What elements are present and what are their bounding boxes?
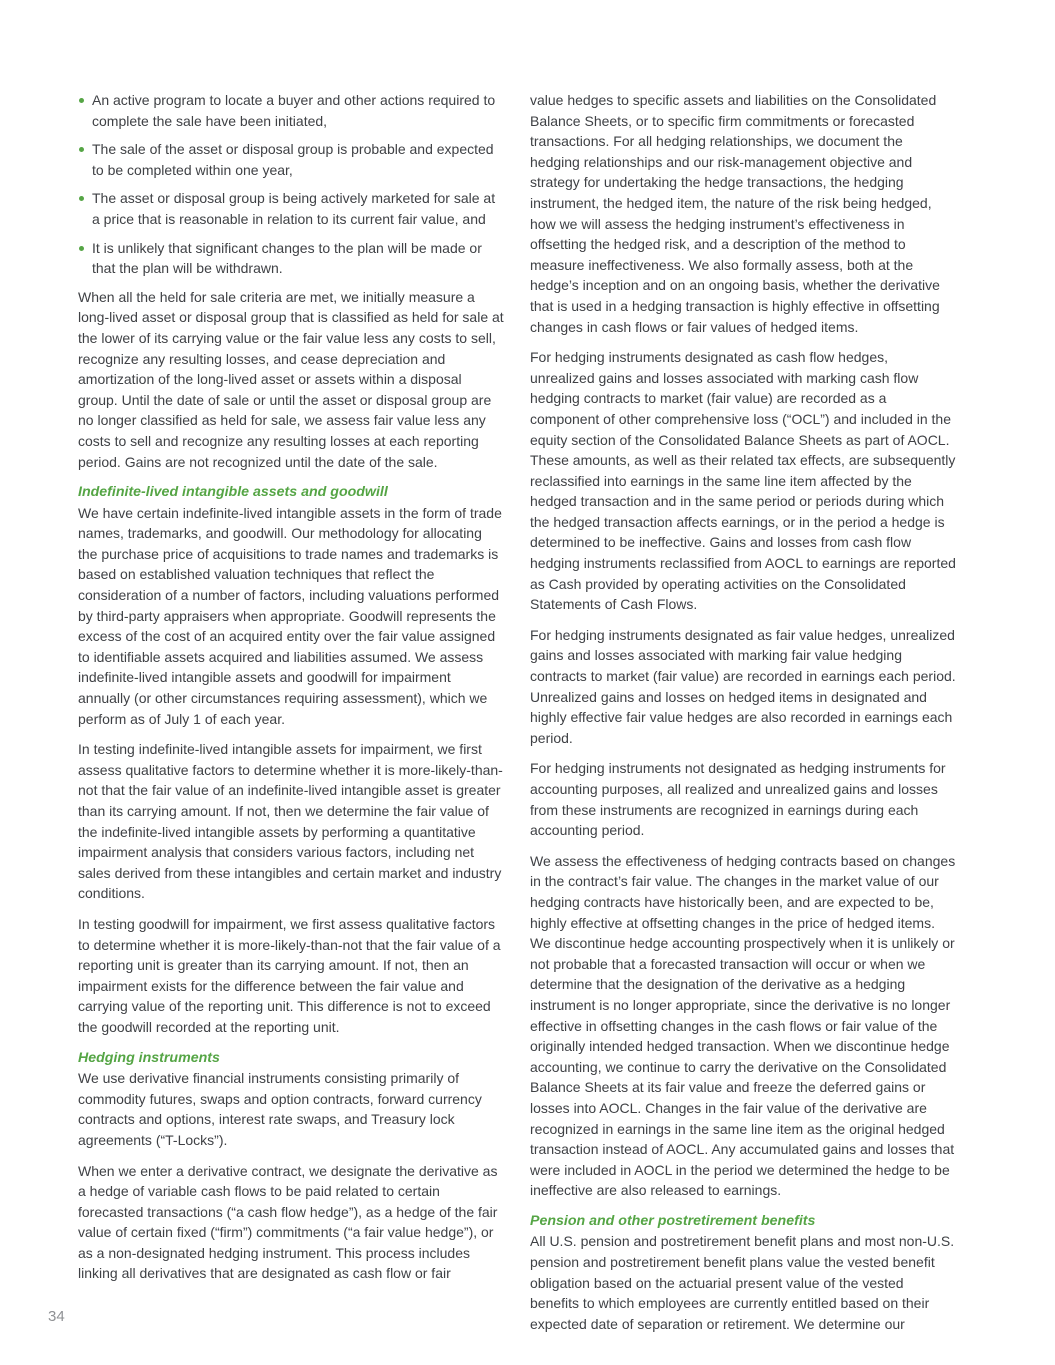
bullet-text: The sale of the asset or disposal group is probable and expected to be completed within one year,: [92, 141, 494, 178]
paragraph-fair-value-hedges: For hedging instruments designated as fair value hedges, unrealized gains and losses associated with marking fair value hedging contracts to market (fair value) are recorded in earnings each period. Unrealized gains and losses on hedged items in designated and highly effective fair value hedges are also recorded in earnings each period.: [530, 626, 956, 746]
paragraph-intangibles-impairment-testing: In testing indefinite-lived intangible assets for impairment, we first assess qualitative factors to determine whether it is more-likely-than-not that the fair value of an indefinite-lived intangible asset is greater than its carrying amount. If not, then we determine the fair value of the indefinite-lived intangible assets by performing a quantitative impairment analysis that considers various factors, including net sales derived from these intangibles and certain market and industry conditions.: [78, 741, 503, 902]
paragraph-pension-benefits: All U.S. pension and postretirement benefit plans and most non-U.S. pension and postretirement benefit plans value the vested benefit obligation based on the actuarial present value of the vested benefits to which employees are currently entitled based on their expected date of separation or retirement. We determine our: [530, 1233, 955, 1332]
paragraph-held-for-sale: When all the held for sale criteria are met, we initially measure a long-lived asset or disposal group that is classified as held for sale at the lower of its carrying value or the fair value less any costs to sell, recognize any resulting losses, and cease depreciation and amortization of the long-lived asset or assets within a disposal group. Until the date of sale or until the asset or disposal group are no longer classified as held for sale, we assess fair value less any costs to sell and recognize any resulting losses at each reporting period. Gains are not recognized until the date of the sale.: [78, 288, 504, 470]
page-number: 34: [48, 1308, 65, 1325]
paragraph-derivative-designation: When we enter a derivative contract, we designate the derivative as a hedge of variable cash flows to be paid related to certain forecasted transactions (“a cash flow hedge”), as a hedge of the fair value of certain fixed (“firm”) commitments (“a fair value hedge”), or as a non-designated hedging instrument. This process includes linking all derivatives that are designated as cash flow or fair: [78, 1162, 498, 1282]
heading-indefinite-lived-intangibles: Indefinite-lived intangible assets and goodwill: [78, 484, 388, 501]
paragraph-intangibles-valuation: We have certain indefinite-lived intangible assets in the form of trade names, trademarks, and goodwill. Our methodology for allocating the purchase price of acquisitions to trade names and trademarks is based on established valuation techniques that reflect the consideration of a number of factors, including valuations performed by third-party appraisers when appropriate. Goodwill represents the excess of the cost of an acquired entity over the fair value assigned to identifiable assets acquired and liabilities assumed. We assess indefinite-lived intangible assets and goodwill for impairment annually (or other circumstances requiring assessment), which we perform as of July 1 of each year.: [78, 504, 502, 727]
paragraph-cash-flow-hedges: For hedging instruments designated as cash flow hedges, unrealized gains and losses associated with marking cash flow hedging contracts to market (fair value) are recorded as a component of other comprehensive loss (“OCL”) and included in the equity section of the Consolidated Balance Sheets as part of AOCL. These amounts, as well as their related tax effects, are subsequently reclassified into earnings in the same line item affected by the hedged transaction and in the same period or periods during which the hedged transaction affects earnings, or in the period a hedge is determined to be ineffective. Gains and losses from cash flow hedging instruments reclassified from AOCL to earnings are reported as Cash provided by operating activities on the Consolidated Statements of Cash Flows.: [530, 349, 956, 613]
paragraph-derivative-instruments: We use derivative financial instruments consisting primarily of commodity futures, swaps and option contracts, forward currency contracts and options, interest rate swaps, and Treasury lock agreements (“T-Locks”).: [78, 1070, 482, 1148]
bullet-list: [78, 90, 504, 279]
right-column: [530, 90, 956, 1334]
heading-hedging-instruments: Hedging instruments: [78, 1049, 220, 1066]
left-column: [78, 90, 504, 1334]
paragraph-non-designated-instruments: For hedging instruments not designated as hedging instruments for accounting purposes, all realized and unrealized gains and losses from these instruments are recognized in earnings during each accounting period.: [530, 760, 946, 839]
bullet-text: An active program to locate a buyer and other actions required to complete the sale have been initiated,: [92, 92, 496, 129]
paragraph-goodwill-impairment-testing: In testing goodwill for impairment, we first assess qualitative factors to determine whether it is more-likely-than-not that the fair value of a reporting unit is greater than its carrying amount. If not, then an impairment exists for the difference between the fair value and carrying value of the reporting unit. This difference is not to exceed the goodwill recorded at the reporting unit.: [78, 915, 501, 1035]
bullet-icon: [79, 246, 84, 251]
page-content: [78, 90, 956, 1334]
bullet-item: [78, 238, 504, 279]
bullet-item: [78, 188, 504, 229]
heading-pension-postretirement-benefits: Pension and other postretirement benefits: [530, 1212, 816, 1229]
bullet-text: It is unlikely that significant changes to the plan will be made or that the plan will be withdrawn.: [92, 239, 482, 277]
bullet-item: [78, 90, 504, 131]
bullet-text: The asset or disposal group is being actively marketed for sale at a price that is reasonable in relation to its current fair value, and: [92, 190, 496, 227]
bullet-icon: [79, 147, 84, 152]
bullet-item: [78, 139, 504, 180]
paragraph-value-hedges-documentation: value hedges to specific assets and liabilities on the Consolidated Balance Sheets, or to specific firm commitments or forecasted transactions. For all hedging relationships, we document the hedging relationships and our risk-management objective and strategy for undertaking the hedge transactions, the hedging instrument, the hedged item, the nature of the risk being hedged, how we will assess the hedging instrument’s effectiveness in offsetting the hedged risk, and a description of the method to measure ineffectiveness. We also formally assess, both at the hedge’s inception and on an ongoing basis, whether the derivative that is used in a hedging transaction is highly effective in offsetting changes in cash flows or fair values of hedged items.: [530, 92, 940, 335]
paragraph-hedge-effectiveness: We assess the effectiveness of hedging contracts based on changes in the contract’s fair value. The changes in the market value of our hedging contracts have historically been, and are expected to be, highly effective at offsetting changes in the price of hedged items. We discontinue hedge accounting prospectively when it is unlikely or not probable that a forecasted transaction will occur or when we determine that the designation of the derivative as a hedging instrument is no longer appropriate, since the derivative is no longer effective in offsetting changes in the cash flows or fair value of the originally intended hedged transaction. When we discontinue hedge accounting, we continue to carry the derivative on the Consolidated Balance Sheets at its fair value and freeze the deferred gains or losses into AOCL. Changes in the fair value of the derivative are recognized in earnings in the same line item as the original hedged transaction instead of AOCL. Any accumulated gains and losses that were included in AOCL in the period we determined the hedge to be ineffective are also released to earnings.: [530, 852, 956, 1199]
bullet-icon: [79, 196, 84, 201]
bullet-icon: [79, 98, 84, 103]
